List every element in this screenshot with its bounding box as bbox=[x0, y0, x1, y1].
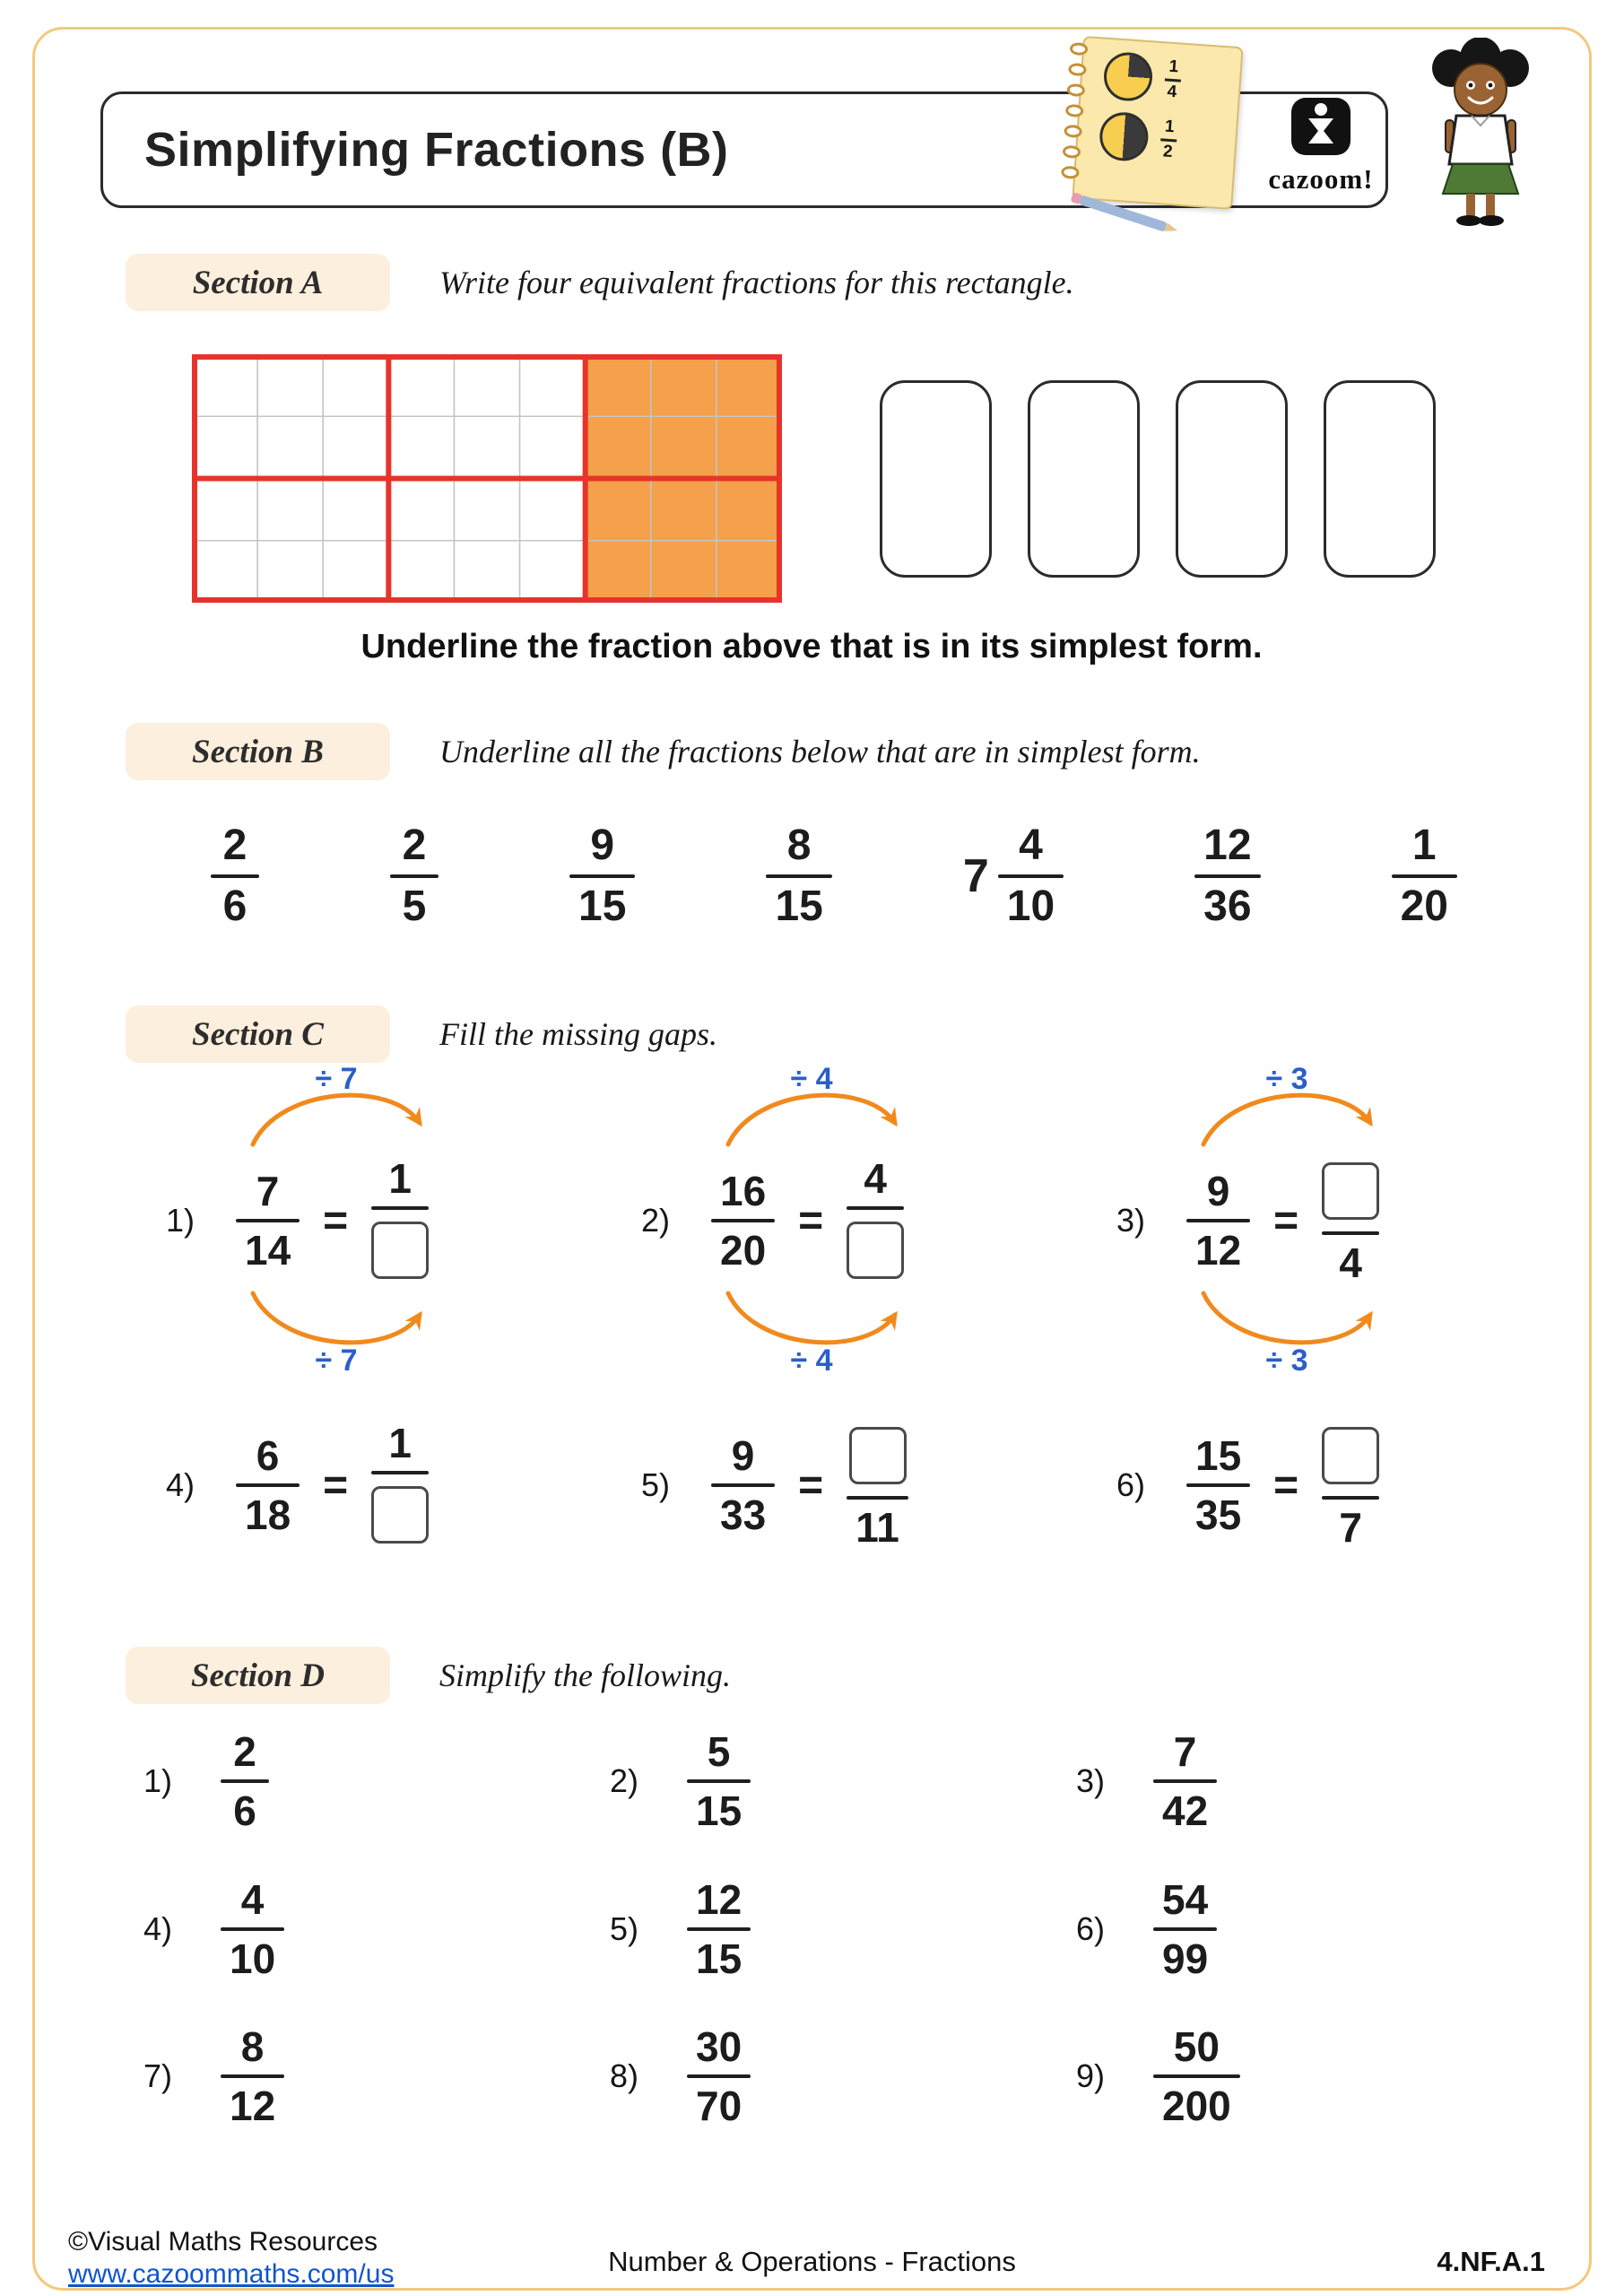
problem-number: 2) bbox=[641, 1202, 671, 1239]
problem-number: 7) bbox=[143, 2057, 173, 2095]
d-problem bbox=[143, 1878, 284, 1981]
student-illustration bbox=[1413, 38, 1548, 228]
rhs-fraction: 4 bbox=[847, 1157, 904, 1284]
equivalent-fraction-answers bbox=[880, 380, 1436, 578]
cazoom-logo-text: cazoom! bbox=[1268, 163, 1374, 195]
d-problem bbox=[610, 2025, 751, 2128]
section-d-instruction: Simplify the following. bbox=[439, 1657, 731, 1693]
notepad-fraction: 1 2 bbox=[1159, 117, 1178, 162]
problem-number: 3) bbox=[1116, 1202, 1146, 1239]
problem-number: 4) bbox=[143, 1910, 173, 1948]
section-d-label: Section D bbox=[126, 1647, 390, 1704]
notepad-fraction: 1 4 bbox=[1163, 57, 1182, 102]
equals-sign: = bbox=[798, 1461, 824, 1509]
answer-box[interactable] bbox=[1322, 1162, 1379, 1220]
lhs-fraction: $\frac{15}{35}$ bbox=[1186, 1434, 1250, 1537]
d-problem bbox=[1076, 2025, 1240, 2128]
fraction: $\frac{8}{12}$ bbox=[221, 2025, 284, 2128]
answer-box[interactable] bbox=[1028, 380, 1140, 578]
problem-number: 4) bbox=[166, 1466, 195, 1504]
d-problem bbox=[610, 1730, 751, 1833]
pie-half-icon bbox=[1099, 111, 1151, 163]
problem-number: 1) bbox=[143, 1762, 173, 1800]
fraction-grid bbox=[192, 354, 782, 603]
answer-box[interactable] bbox=[847, 1222, 904, 1279]
equals-sign: = bbox=[798, 1196, 824, 1245]
fraction-item[interactable]: $\frac{12}{36}$ bbox=[1194, 823, 1260, 930]
fraction: $\frac{12}{15}$ bbox=[687, 1878, 751, 1981]
problem-number: 6) bbox=[1116, 1466, 1146, 1504]
answer-box[interactable] bbox=[1176, 380, 1288, 578]
section-b-instruction: Underline all the fractions below that are in simplest form. bbox=[439, 734, 1201, 770]
page-title: Simplifying Fractions (B) bbox=[144, 123, 729, 177]
notepad-page bbox=[1072, 36, 1243, 210]
answer-box[interactable] bbox=[1322, 1427, 1379, 1484]
rhs-fraction: 7 bbox=[1322, 1422, 1379, 1549]
footer-center: Number & Operations - Fractions bbox=[608, 2246, 1016, 2277]
fraction-grid-svg bbox=[192, 354, 782, 603]
fraction-item[interactable]: $\frac{2}{5}$ bbox=[390, 823, 439, 930]
fraction-item[interactable]: $\frac{8}{15}$ bbox=[766, 823, 831, 930]
c-problem bbox=[1116, 1062, 1502, 1384]
problem-number: 1) bbox=[166, 1202, 195, 1239]
simplest-form-note: Underline the fraction above that is in its simplest form. bbox=[360, 628, 1263, 665]
rhs-fraction: 11 bbox=[847, 1422, 908, 1549]
pie-quarter-icon bbox=[1102, 51, 1154, 103]
rhs-fraction: 4 bbox=[1322, 1157, 1379, 1284]
d-problem bbox=[610, 1878, 751, 1981]
lhs-fraction: $\frac{16}{20}$ bbox=[711, 1170, 775, 1273]
answer-box[interactable] bbox=[880, 380, 992, 578]
d-problem bbox=[1076, 1730, 1217, 1833]
fraction-item[interactable]: $\frac{1}{20}$ bbox=[1392, 823, 1457, 930]
fraction: $\frac{54}{99}$ bbox=[1153, 1878, 1217, 1981]
fraction: $\frac{50}{200}$ bbox=[1153, 2025, 1240, 2128]
rhs-fraction: 1 bbox=[371, 1157, 429, 1284]
equals-sign: = bbox=[1273, 1461, 1299, 1509]
c-problem bbox=[641, 1062, 1027, 1384]
section-c-instruction: Fill the missing gaps. bbox=[439, 1016, 718, 1052]
divide-label-bottom: ÷ 4 bbox=[790, 1344, 833, 1378]
lhs-fraction: $\frac{9}{33}$ bbox=[711, 1434, 775, 1537]
divide-label-top: ÷ 4 bbox=[790, 1062, 833, 1096]
problem-number: 3) bbox=[1076, 1762, 1106, 1800]
d-problem bbox=[143, 2025, 284, 2128]
cazoom-logo bbox=[1254, 90, 1388, 196]
footer-copyright: ©Visual Maths Resources bbox=[68, 2227, 378, 2257]
c-problem bbox=[1116, 1422, 1502, 1556]
equals-sign: = bbox=[323, 1461, 349, 1509]
fraction: $\frac{2}{6}$ bbox=[221, 1730, 269, 1833]
problem-number: 8) bbox=[610, 2057, 639, 2095]
lhs-fraction: $\frac{9}{12}$ bbox=[1186, 1170, 1250, 1273]
rhs-fraction: 1 bbox=[371, 1422, 429, 1549]
section-b-fractions bbox=[211, 823, 1457, 930]
answer-box[interactable] bbox=[371, 1222, 429, 1279]
section-c-label: Section C bbox=[126, 1005, 390, 1063]
d-problem bbox=[1076, 1878, 1217, 1981]
divide-label-top: ÷ 3 bbox=[1265, 1062, 1308, 1096]
problem-number: 5) bbox=[610, 1910, 639, 1948]
lhs-fraction: $\frac{7}{14}$ bbox=[236, 1170, 300, 1273]
c-problem bbox=[641, 1422, 1027, 1556]
problem-number: 2) bbox=[610, 1762, 639, 1800]
fraction: $\frac{5}{15}$ bbox=[687, 1730, 751, 1833]
problem-number: 5) bbox=[641, 1466, 671, 1504]
d-problem bbox=[143, 1730, 269, 1833]
problem-number: 6) bbox=[1076, 1910, 1106, 1948]
fraction: $\frac{30}{70}$ bbox=[687, 2025, 751, 2128]
footer-link[interactable]: www.cazoommaths.com/us bbox=[68, 2259, 395, 2289]
fraction-item[interactable]: $\frac{9}{15}$ bbox=[569, 823, 635, 930]
fraction: $\frac{4}{10}$ bbox=[221, 1878, 284, 1981]
problem-number: 9) bbox=[1076, 2057, 1106, 2095]
footer-standard: 4.NF.A.1 bbox=[1437, 2246, 1545, 2277]
equals-sign: = bbox=[1273, 1196, 1299, 1245]
fraction: $\frac{7}{42}$ bbox=[1153, 1730, 1217, 1833]
section-b-label: Section B bbox=[126, 723, 390, 780]
answer-box[interactable] bbox=[1324, 380, 1436, 578]
c-problem bbox=[166, 1422, 551, 1556]
mixed-number-item[interactable]: 7 $\frac{4}{10}$ bbox=[963, 823, 1064, 930]
divide-label-top: ÷ 7 bbox=[315, 1062, 358, 1096]
section-a-instruction: Write four equivalent fractions for this rectangle. bbox=[439, 265, 1074, 300]
c-problem bbox=[166, 1062, 551, 1384]
section-a-label: Section A bbox=[126, 254, 390, 311]
notepad-illustration bbox=[1047, 34, 1243, 224]
cazoom-logo-icon bbox=[1287, 90, 1355, 161]
lhs-fraction: $\frac{6}{18}$ bbox=[236, 1434, 300, 1537]
fraction-item[interactable]: $\frac{2}{6}$ bbox=[211, 823, 259, 930]
divide-label-bottom: ÷ 7 bbox=[315, 1344, 358, 1378]
answer-box[interactable] bbox=[849, 1427, 907, 1484]
divide-label-bottom: ÷ 3 bbox=[1265, 1344, 1308, 1378]
answer-box[interactable] bbox=[371, 1486, 429, 1544]
equals-sign: = bbox=[323, 1196, 349, 1245]
